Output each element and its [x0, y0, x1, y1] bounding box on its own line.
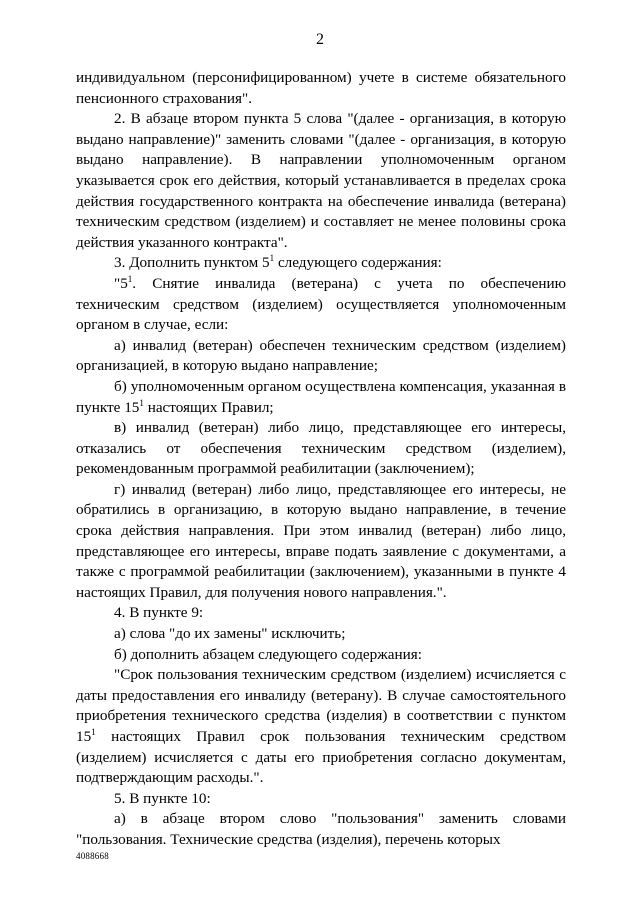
document-body — [76, 68, 566, 851]
paragraph: б) дополнить абзацем следующего содержания: — [114, 645, 422, 663]
paragraph: б) уполномоченным органом осуществлена компенсация, указанная в пункте $15^1$ настоящих Правил; — [76, 377, 566, 416]
paragraph: 2. В абзаце втором пункта 5 слова "(далее - организация, в которую выдано направление)" заменить словами "(далее - организация, в которую выдано направление). В направлении уполномоченным органом указывается срок его действия, который устанавливается в пределах срока действия государственного контракта на обеспечение инвалида (ветерана) техническим средством (изделием) и составляет не менее половины срока действия указанного контракта". — [76, 110, 566, 251]
superscript: 1 — [127, 273, 133, 284]
paragraph: в) инвалид (ветеран) либо лицо, представляющее его интересы, отказались от обеспечения техническим средством (изделием), рекомендованным программой реабилитации (заключением); — [76, 419, 566, 478]
superscript: 1 — [139, 397, 144, 408]
page-number: 2 — [316, 31, 324, 48]
paragraph: 4. В пункте 9: — [114, 604, 204, 622]
superscript: 1 — [269, 253, 275, 264]
paragraph: "Срок пользования техническим средством (изделием) исчисляется с даты предоставления его инвалиду (ветерану). В случае самостоятельного приобретения технического средства (изделия) в соответствии с пунктом $15^1$ настоящих Правил срок пользования техническим средством (изделием) исчисляется с даты его приобретения согласно документам, подтверждающим расходы.". — [76, 666, 566, 787]
paragraph: а) в абзаце втором слово "пользования" заменить словами "пользования. Технические средства (изделия), перечень которых — [76, 810, 566, 848]
paragraph: а) слова "до их замены" исключить; — [114, 625, 346, 643]
superscript: 1 — [91, 726, 96, 737]
paragraph: 5. В пункте 10: — [114, 789, 211, 807]
document-code: 4088668 — [76, 851, 109, 861]
paragraph: а) инвалид (ветеран) обеспечен техническим средством (изделием) организацией, в которую выдано направление; — [76, 336, 566, 375]
paragraph: 3. Дополнить пунктом $5^1$ следующего содержания: — [114, 253, 442, 272]
paragraph: индивидуальном (персонифицированном) учете в системе обязательного пенсионного страхования". — [76, 69, 566, 107]
paragraph: "$5^1$. Снятие инвалида (ветерана) с учета по обеспечению техническим средством (изделием) осуществляется уполномоченным органом в случае, если: — [76, 273, 566, 334]
paragraph: г) инвалид (ветеран) либо лицо, представляющее его интересы, не обратились в организацию, в которую выдано направление, в течение срока действия направления. При этом инвалид (ветеран) либо лицо, представляющее его интересы, вправе подать заявление с документами, а также с программой реабилитации (заключением), указанными в пункте 4 настоящих Правил, для получения нового направления.". — [76, 480, 566, 601]
